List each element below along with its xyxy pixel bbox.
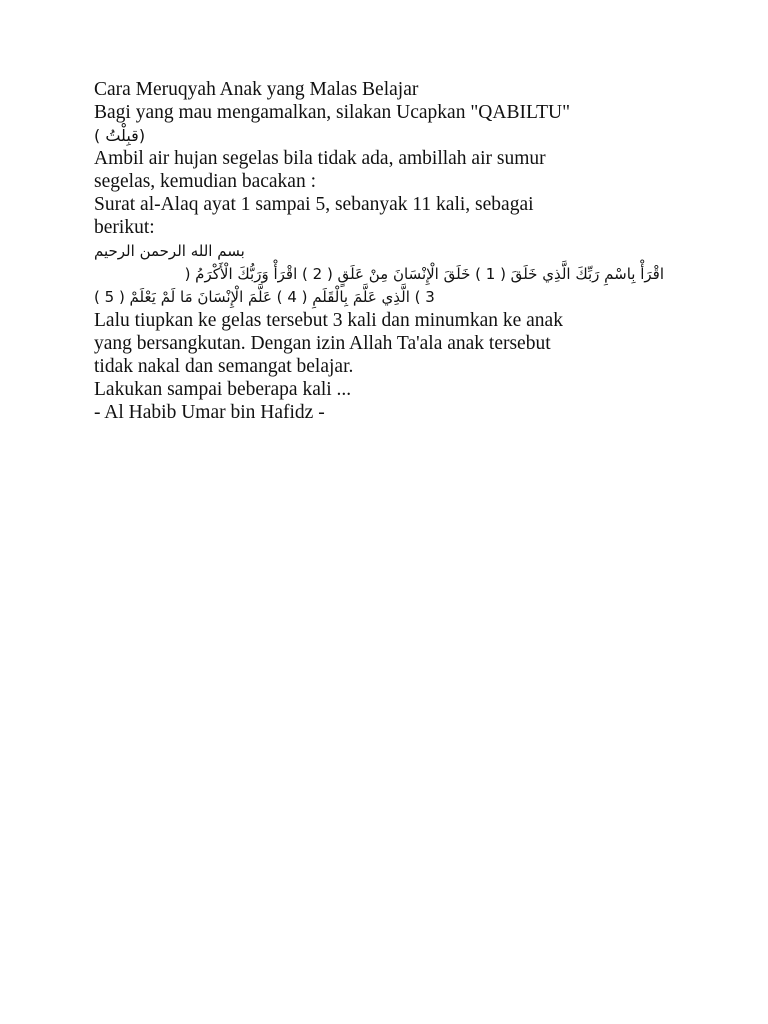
document-title: Cara Meruqyah Anak yang Malas Belajar: [94, 79, 419, 100]
basmala-line: [94, 239, 664, 263]
document-body: [94, 78, 664, 424]
lalu-instruction-line-2: yang bersangkutan. Dengan izin Allah Ta'ala anak tersebut: [94, 333, 551, 354]
ayat-line-1: اقْرَأْ بِاسْمِ رَبِّكَ الَّذِي خَلَقَ ( 1 ) خَلَقَ الْإِنْسَانَ مِنْ عَلَقٍ ( 2 ) اقْرَأْ وَرَبُّكَ الْأَكْرَمُ (: [184, 265, 664, 283]
qabiltu-arabic: [94, 124, 664, 147]
basmala: بسم الله الرحمن الرحيم: [94, 242, 245, 260]
surat-instruction-line-2: berikut:: [94, 217, 155, 238]
qabiltu-instruction: Bagi yang mau mengamalkan, silakan Ucapkan "QABILTU": [94, 102, 571, 123]
ambil-instruction-line-2: segelas, kemudian bacakan :: [94, 171, 316, 192]
ambil-instruction-line-1: Ambil air hujan segelas bila tidak ada, ambillah air sumur: [94, 148, 546, 169]
lalu-instruction-line-3: tidak nakal dan semangat belajar.: [94, 356, 354, 377]
ayat-line-2: 3 ) الَّذِي عَلَّمَ بِالْقَلَمِ ( 4 ) عَلَّمَ الْإِنْسَانَ مَا لَمْ يَعْلَمْ ( 5 ): [94, 288, 435, 306]
lalu-instruction-line-1: Lalu tiupkan ke gelas tersebut 3 kali dan minumkan ke anak: [94, 310, 563, 331]
surat-instruction-line-1: Surat al-Alaq ayat 1 sampai 5, sebanyak 11 kali, sebagai: [94, 194, 534, 215]
signature: - Al Habib Umar bin Hafidz -: [94, 402, 325, 423]
lakukan-instruction: Lakukan sampai beberapa kali ...: [94, 379, 352, 400]
qabiltu-arabic-text: ( قبِلْتُ): [94, 126, 146, 145]
